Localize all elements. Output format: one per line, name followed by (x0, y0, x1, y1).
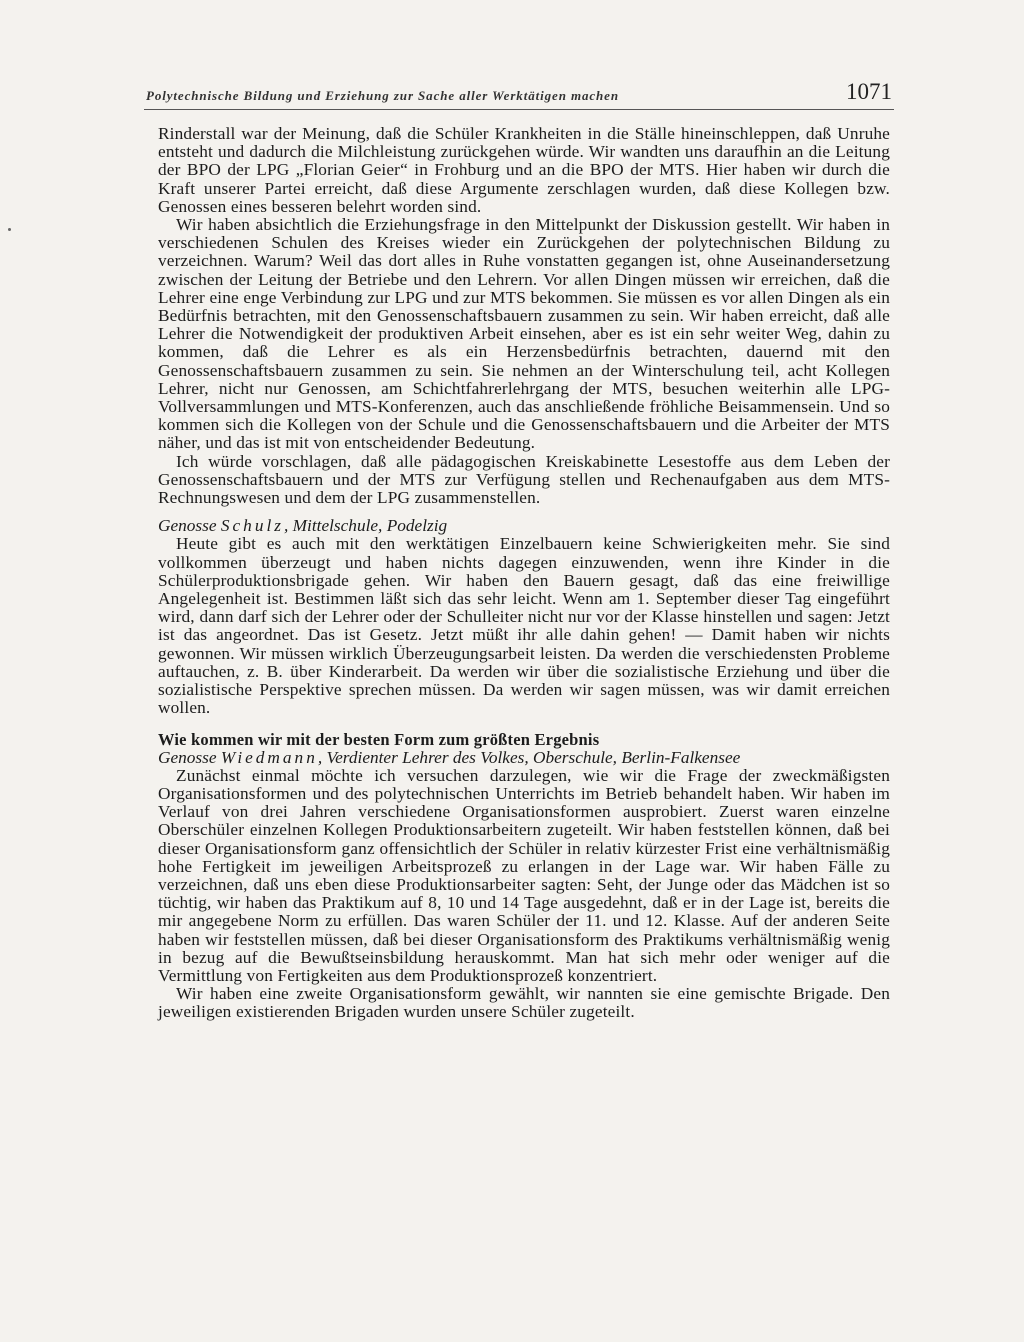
section-heading: Wie kommen wir mit der besten Form zum größten Ergebnis (158, 729, 600, 749)
paragraph: Wir haben eine zweite Organisationsform gewählt, wir nannten sie eine gemischte Brigade. Den jeweiligen existierenden Brigaden wurden unsere Schüler zugeteilt. (158, 984, 890, 1022)
page-body (158, 125, 890, 1022)
speaker-heading-schulz: Genosse Schulz, Mittelschule, Podelzig (158, 516, 448, 536)
paragraph: Wir haben absichtlich die Erziehungsfrage in den Mittelpunkt der Diskussion gestellt. Wir haben in verschiedenen Schulen des Kreises wieder ein Zurückgehen der polytechnischen Bildung zu verzeichnen. Warum? Weil das dort alles in Ruhe vonstatten gegangen ist, ohne Auseinandersetzung zwischen der Leitung der Betriebe und den Lehrern. Vor allen Dingen müssen wir erreichen, daß die Lehrer eine enge Verbindung zur LPG und zur MTS bekommen. Sie müssen es vor allen Dingen als ein Bedürfnis betrachten, mit den Genossenschaftsbauern zusammen zu sein. Wir haben erreicht, daß alle Lehrer die Notwendigkeit der produktiven Arbeit einsehen, aber es ist ein sehr weiter Weg, dahin zu kommen, daß die Lehrer es als ein Herzensbedürfnis betrachten, dauernd mit den Genossenschaftsbauern zusammen zu sein. Sie nehmen an der Winterschulung teil, acht Kollegen Lehrer, nicht nur Genossen, am Schichtfahrerlehrgang der MTS, besuchen weiterhin alle LPG-Vollversammlungen und MTS-Konferenzen, auch das anschließende fröhliche Beisammensein. Und so kommen sich die Kollegen von der Schule und die Genossenschaftsbauern und die Arbeiter der MTS näher, und das ist mit von entscheidender Bedeutung. (158, 215, 890, 453)
paragraph: Ich würde vorschlagen, daß alle pädagogischen Kreiskabinette Lesestoffe aus dem Leben der Genossenschaftsbauern und der MTS zur Verfügung stellen und Rechenaufgaben aus dem MTS-Rechnungswesen und dem der LPG zusammenstellen. (158, 451, 890, 508)
scan-speck (8, 228, 11, 231)
speaker-name: Wiedmann (220, 747, 318, 767)
document-page (146, 78, 892, 1022)
speaker-heading-wiedmann: Genosse Wiedmann, Verdienter Lehrer des Volkes, Oberschule, Berlin-Falkensee (158, 747, 741, 767)
speaker-name: Schulz (220, 516, 284, 536)
header-rule (144, 109, 894, 110)
paragraph: Zunächst einmal möchte ich versuchen darzulegen, wie wir die Frage der zweckmäßigsten Organisationsformen und des polytechnischen Unterrichts im Betrieb behandelt haben. Wir haben im Verlauf von drei Jahren verschiedene Organisationsformen ausprobiert. Zuerst waren einzelne Oberschüler einzelnen Kollegen Produktionsarbeitern zugeteilt. Wir haben feststellen können, daß bei dieser Organisationsform ganz offensichtlich der Schüler in relativ kürzester Frist eine verhältnismäßig hohe Fertigkeit im jeweiligen Arbeitsprozeß zu erlangen in der Lage war. Wir haben Fälle zu verzeichnen, daß uns eben diese Produktionsarbeiter sagten: Seht, der Junge oder das Mädchen ist so tüchtig, wir haben das Praktikum auf 8, 10 und 14 Tage ausgedehnt, daß er in der Lage ist, bereits die mir angegebene Norm zu erfüllen. Das waren Schüler der 11. und 12. Klasse. Auf der anderen Seite haben wir feststellen müssen, daß bei dieser Organisationsform des Praktikums verhältnismäßig wenig in bezug auf die Bewußtseinsbildung herauskommt. Man hat sich mehr oder weniger auf die Vermittlung von Fertigkeiten aus dem Produktionsprozeß konzentriert. (158, 765, 890, 985)
running-head: Polytechnische Bildung und Erziehung zur Sache aller Werktätigen machen (146, 88, 619, 103)
paragraph: Heute gibt es auch mit den werktätigen Einzelbauern keine Schwierigkeiten mehr. Sie sind vollkommen überzeugt und haben nichts dagegen einzuwenden, wenn ihre Kinder in die Schülerproduktionsbrigade gehen. Wir haben den Bauern gesagt, daß das eine freiwillige Angelegenheit ist. Bestimmen läßt sich das sehr leicht. Wenn am 1. September dieser Tag eingeführt wird, dann darf sich der Lehrer oder der Schulleiter nicht nur vor der Klasse hinstellen und sagen: Jetzt ist das angeordnet. Das ist Gesetz. Jetzt müßt ihr alle dahin gehen! — Damit haben wir nichts gewonnen. Wir müssen wirklich Überzeugungsarbeit leisten. Da werden die verschiedensten Probleme auftauchen, z. B. über Kinderarbeit. Da werden wir über die sozialistische Erziehung und über die sozialistische Perspektive sprechen müssen. Da werden wir sagen müssen, was wir damit erreichen wollen. (158, 534, 890, 718)
page-number: 1071 (846, 79, 892, 104)
paragraph: Rinderstall war der Meinung, daß die Schüler Krankheiten in die Ställe hineinschleppen, daß Unruhe entsteht und dadurch die Milchleistung zurückgehen würde. Wir wandten uns daraufhin an die Leitung der BPO der LPG „Florian Geier“ in Frohburg und an die BPO der MTS. Hier haben wir durch die Kraft unserer Partei erreicht, daß diese Argumente zerschlagen wurden, daß diese Kollegen bzw. Genossen eines besseren belehrt worden sind. (158, 124, 890, 216)
page-header (146, 78, 892, 110)
